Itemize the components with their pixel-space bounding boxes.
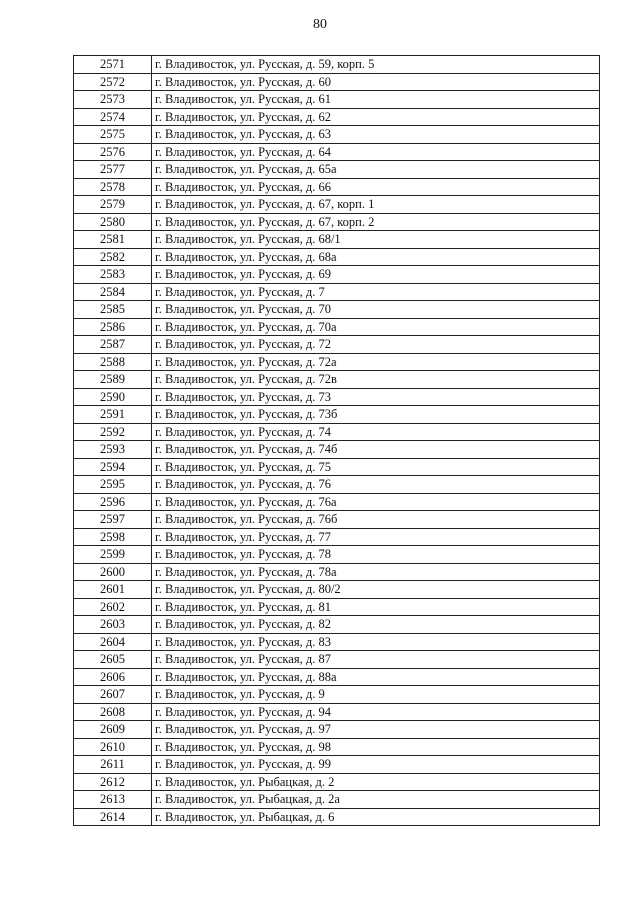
row-address: г. Владивосток, ул. Русская, д. 69: [152, 266, 600, 284]
table-row: [74, 318, 600, 336]
row-number: 2577: [74, 161, 152, 179]
table-row: [74, 56, 600, 74]
row-address: г. Владивосток, ул. Русская, д. 72: [152, 336, 600, 354]
table-row: [74, 528, 600, 546]
row-address: г. Владивосток, ул. Русская, д. 97: [152, 721, 600, 739]
row-address: г. Владивосток, ул. Русская, д. 83: [152, 633, 600, 651]
row-number: 2581: [74, 231, 152, 249]
table-row: [74, 266, 600, 284]
row-address: г. Владивосток, ул. Русская, д. 70: [152, 301, 600, 319]
row-number: 2589: [74, 371, 152, 389]
row-number: 2578: [74, 178, 152, 196]
row-number: 2610: [74, 738, 152, 756]
row-number: 2574: [74, 108, 152, 126]
table-row: [74, 248, 600, 266]
row-address: г. Владивосток, ул. Русская, д. 94: [152, 703, 600, 721]
row-address: г. Владивосток, ул. Русская, д. 73б: [152, 406, 600, 424]
row-number: 2583: [74, 266, 152, 284]
row-number: 2604: [74, 633, 152, 651]
row-address: г. Владивосток, ул. Русская, д. 63: [152, 126, 600, 144]
row-address: г. Владивосток, ул. Русская, д. 62: [152, 108, 600, 126]
table-row: [74, 301, 600, 319]
row-address: г. Владивосток, ул. Русская, д. 75: [152, 458, 600, 476]
table-row: [74, 161, 600, 179]
row-address: г. Владивосток, ул. Русская, д. 87: [152, 651, 600, 669]
row-number: 2596: [74, 493, 152, 511]
row-address: г. Владивосток, ул. Русская, д. 77: [152, 528, 600, 546]
table-row: [74, 791, 600, 809]
row-address: г. Владивосток, ул. Рыбацкая, д. 2: [152, 773, 600, 791]
row-address: г. Владивосток, ул. Русская, д. 78а: [152, 563, 600, 581]
row-number: 2595: [74, 476, 152, 494]
row-address: г. Владивосток, ул. Русская, д. 68/1: [152, 231, 600, 249]
table-row: [74, 388, 600, 406]
row-number: 2605: [74, 651, 152, 669]
table-row: [74, 581, 600, 599]
row-address: г. Владивосток, ул. Русская, д. 99: [152, 756, 600, 774]
table-row: [74, 108, 600, 126]
row-number: 2601: [74, 581, 152, 599]
row-address: г. Владивосток, ул. Русская, д. 81: [152, 598, 600, 616]
row-number: 2572: [74, 73, 152, 91]
table-row: [74, 371, 600, 389]
table-row: [74, 231, 600, 249]
row-number: 2609: [74, 721, 152, 739]
row-number: 2611: [74, 756, 152, 774]
row-address: г. Владивосток, ул. Русская, д. 60: [152, 73, 600, 91]
row-number: 2575: [74, 126, 152, 144]
row-number: 2592: [74, 423, 152, 441]
row-number: 2582: [74, 248, 152, 266]
table-row: [74, 756, 600, 774]
row-address: г. Владивосток, ул. Русская, д. 68а: [152, 248, 600, 266]
table-row: [74, 563, 600, 581]
table-row: [74, 196, 600, 214]
row-number: 2586: [74, 318, 152, 336]
table-row: [74, 721, 600, 739]
row-number: 2591: [74, 406, 152, 424]
table-row: [74, 178, 600, 196]
row-number: 2584: [74, 283, 152, 301]
table-row: [74, 213, 600, 231]
row-number: 2594: [74, 458, 152, 476]
row-number: 2598: [74, 528, 152, 546]
row-address: г. Владивосток, ул. Рыбацкая, д. 6: [152, 808, 600, 826]
row-number: 2580: [74, 213, 152, 231]
row-address: г. Владивосток, ул. Русская, д. 88а: [152, 668, 600, 686]
row-address: г. Владивосток, ул. Русская, д. 65а: [152, 161, 600, 179]
table-row: [74, 511, 600, 529]
row-number: 2608: [74, 703, 152, 721]
address-table-body: [74, 56, 600, 826]
row-number: 2593: [74, 441, 152, 459]
row-number: 2607: [74, 686, 152, 704]
row-number: 2571: [74, 56, 152, 74]
row-number: 2600: [74, 563, 152, 581]
row-address: г. Владивосток, ул. Русская, д. 76а: [152, 493, 600, 511]
row-address: г. Владивосток, ул. Русская, д. 64: [152, 143, 600, 161]
row-number: 2590: [74, 388, 152, 406]
table-row: [74, 808, 600, 826]
table-row: [74, 353, 600, 371]
row-address: г. Владивосток, ул. Русская, д. 7: [152, 283, 600, 301]
row-address: г. Владивосток, ул. Русская, д. 76б: [152, 511, 600, 529]
row-number: 2588: [74, 353, 152, 371]
row-number: 2606: [74, 668, 152, 686]
row-address: г. Владивосток, ул. Русская, д. 73: [152, 388, 600, 406]
row-address: г. Владивосток, ул. Русская, д. 70а: [152, 318, 600, 336]
row-number: 2599: [74, 546, 152, 564]
table-row: [74, 406, 600, 424]
table-row: [74, 668, 600, 686]
address-table: [73, 55, 600, 826]
row-address: г. Владивосток, ул. Русская, д. 61: [152, 91, 600, 109]
row-number: 2613: [74, 791, 152, 809]
table-row: [74, 91, 600, 109]
row-number: 2602: [74, 598, 152, 616]
row-address: г. Владивосток, ул. Русская, д. 72в: [152, 371, 600, 389]
table-row: [74, 423, 600, 441]
table-row: [74, 616, 600, 634]
row-number: 2614: [74, 808, 152, 826]
row-address: г. Владивосток, ул. Русская, д. 9: [152, 686, 600, 704]
row-number: 2585: [74, 301, 152, 319]
row-address: г. Владивосток, ул. Русская, д. 66: [152, 178, 600, 196]
row-address: г. Владивосток, ул. Русская, д. 59, корп. 5: [152, 56, 600, 74]
table-row: [74, 283, 600, 301]
row-address: г. Владивосток, ул. Рыбацкая, д. 2а: [152, 791, 600, 809]
row-number: 2573: [74, 91, 152, 109]
table-row: [74, 441, 600, 459]
row-number: 2612: [74, 773, 152, 791]
row-address: г. Владивосток, ул. Русская, д. 80/2: [152, 581, 600, 599]
table-row: [74, 476, 600, 494]
table-row: [74, 686, 600, 704]
row-address: г. Владивосток, ул. Русская, д. 74б: [152, 441, 600, 459]
row-address: г. Владивосток, ул. Русская, д. 72а: [152, 353, 600, 371]
row-address: г. Владивосток, ул. Русская, д. 67, корп. 1: [152, 196, 600, 214]
row-number: 2597: [74, 511, 152, 529]
table-row: [74, 493, 600, 511]
table-row: [74, 598, 600, 616]
table-row: [74, 546, 600, 564]
table-row: [74, 336, 600, 354]
row-address: г. Владивосток, ул. Русская, д. 98: [152, 738, 600, 756]
row-number: 2603: [74, 616, 152, 634]
table-row: [74, 458, 600, 476]
table-row: [74, 651, 600, 669]
row-number: 2587: [74, 336, 152, 354]
row-address: г. Владивосток, ул. Русская, д. 67, корп. 2: [152, 213, 600, 231]
table-row: [74, 738, 600, 756]
table-row: [74, 73, 600, 91]
table-row: [74, 143, 600, 161]
row-address: г. Владивосток, ул. Русская, д. 78: [152, 546, 600, 564]
row-number: 2576: [74, 143, 152, 161]
row-address: г. Владивосток, ул. Русская, д. 74: [152, 423, 600, 441]
table-row: [74, 126, 600, 144]
table-row: [74, 773, 600, 791]
page-number: 80: [313, 17, 327, 32]
table-row: [74, 633, 600, 651]
table-row: [74, 703, 600, 721]
row-number: 2579: [74, 196, 152, 214]
row-address: г. Владивосток, ул. Русская, д. 82: [152, 616, 600, 634]
row-address: г. Владивосток, ул. Русская, д. 76: [152, 476, 600, 494]
